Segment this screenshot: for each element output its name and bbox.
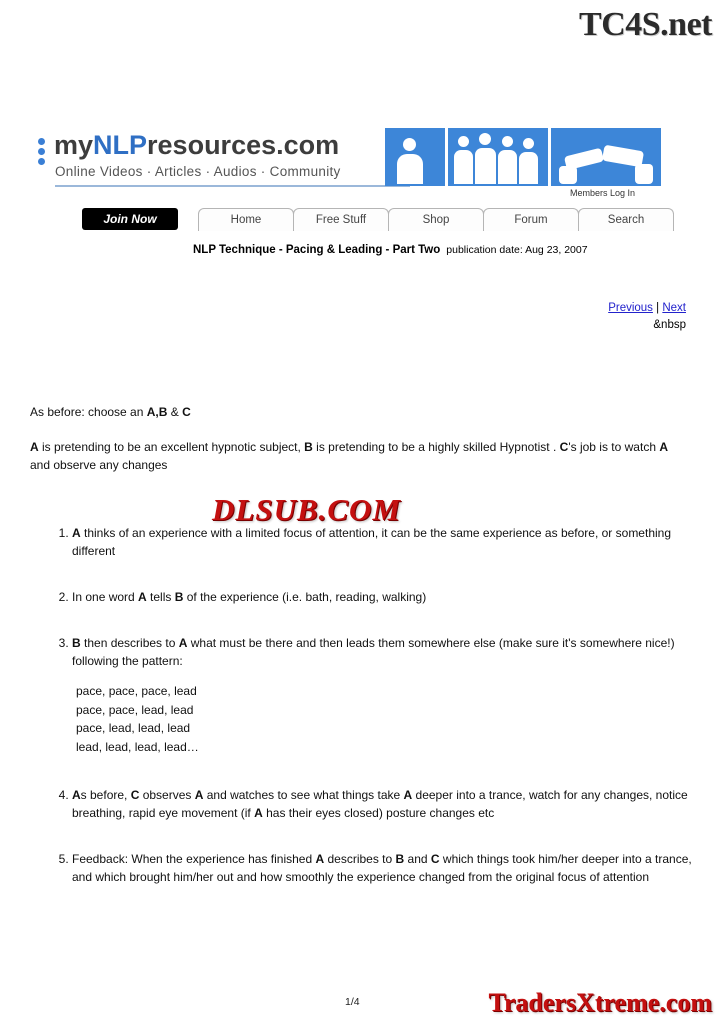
pager [608,302,686,314]
logo-prefix: my [54,130,94,160]
pattern-line: pace, lead, lead, lead [76,721,191,736]
intro-paragraph-2: A is pretending to be an excellent hypnotic subject, B is pretending to be a highly skilled Hypnotist . C's job is to watch A and observe any changes [30,440,668,472]
list-item: 1. A thinks of an experience with a limited focus of attention, it can be the same experience as before, or something different [72,524,708,560]
banner-image-handshake [551,128,661,186]
intro-1-pre: As before: choose an [30,405,147,419]
page-title: NLP Technique - Pacing & Leading - Part Two [193,244,441,256]
intro-1-mid: & [167,405,183,419]
nav-tab-home[interactable]: Home [198,208,294,231]
pacing-pattern-block [76,682,708,756]
article-body [30,404,688,492]
nav-tab-free-stuff[interactable]: Free Stuff [293,208,389,231]
nav-tab-shop[interactable]: Shop [388,208,484,231]
intro-1-bold-ab: A,B [146,405,168,419]
logo-tagline: Online Videos · Articles · Audios · Community [55,164,341,179]
pattern-line: lead, lead, lead, lead… [76,739,199,754]
logo-dots-icon [38,138,48,168]
next-link[interactable]: Next [662,302,686,314]
banner-image-thinker [385,128,445,186]
members-login-link[interactable]: Members Log In [570,188,636,198]
pager-nbsp: &nbsp [653,319,686,331]
pager-separator: | [656,302,660,314]
watermark-center: DLSUB.COM [212,492,402,527]
list-item: 4. As before, C observes A and watches to see what things take A deeper into a trance, watch for any changes, notice breathing, rapid eye movement (if A has their eyes closed) posture changes etc [72,786,708,822]
logo-text [54,130,339,161]
watermark-bottom-right: TradersXtreme.com [488,988,712,1017]
publication-date: publication date: Aug 23, 2007 [446,244,588,256]
page-number: 1/4 [345,996,360,1008]
list-item [72,634,708,756]
watermark-top-right: TC4S.net [579,6,712,43]
site-nav [50,208,650,232]
article-title-line [193,244,588,256]
intro-paragraph-1 [30,404,688,421]
nav-tab-search[interactable]: Search [578,208,674,231]
logo-highlight: NLP [93,130,148,160]
pattern-line: pace, pace, lead, lead [76,702,194,717]
join-now-button[interactable]: Join Now [82,208,178,230]
site-banner [30,128,650,238]
intro-1-bold-c: C [182,405,191,419]
list-item: 5. Feedback: When the experience has finished A describes to B and C which things took him/her deeper into a trance, and which brought him/her out and how smoothly the experience changed from the original focus of attention [72,850,708,886]
banner-image-group [448,128,548,186]
steps-list [44,524,708,914]
step-3-text: B then describes to A what must be there and then leads them somewhere else (make sure it's somewhere nice!) following the pattern: [72,636,675,668]
nav-tab-forum[interactable]: Forum [483,208,579,231]
list-item: 2. In one word A tells B of the experience (i.e. bath, reading, walking) [72,588,708,606]
previous-link[interactable]: Previous [608,302,653,314]
pattern-line: pace, pace, pace, lead [76,684,197,698]
logo-divider [55,185,410,187]
logo-suffix: resources.com [147,130,340,160]
